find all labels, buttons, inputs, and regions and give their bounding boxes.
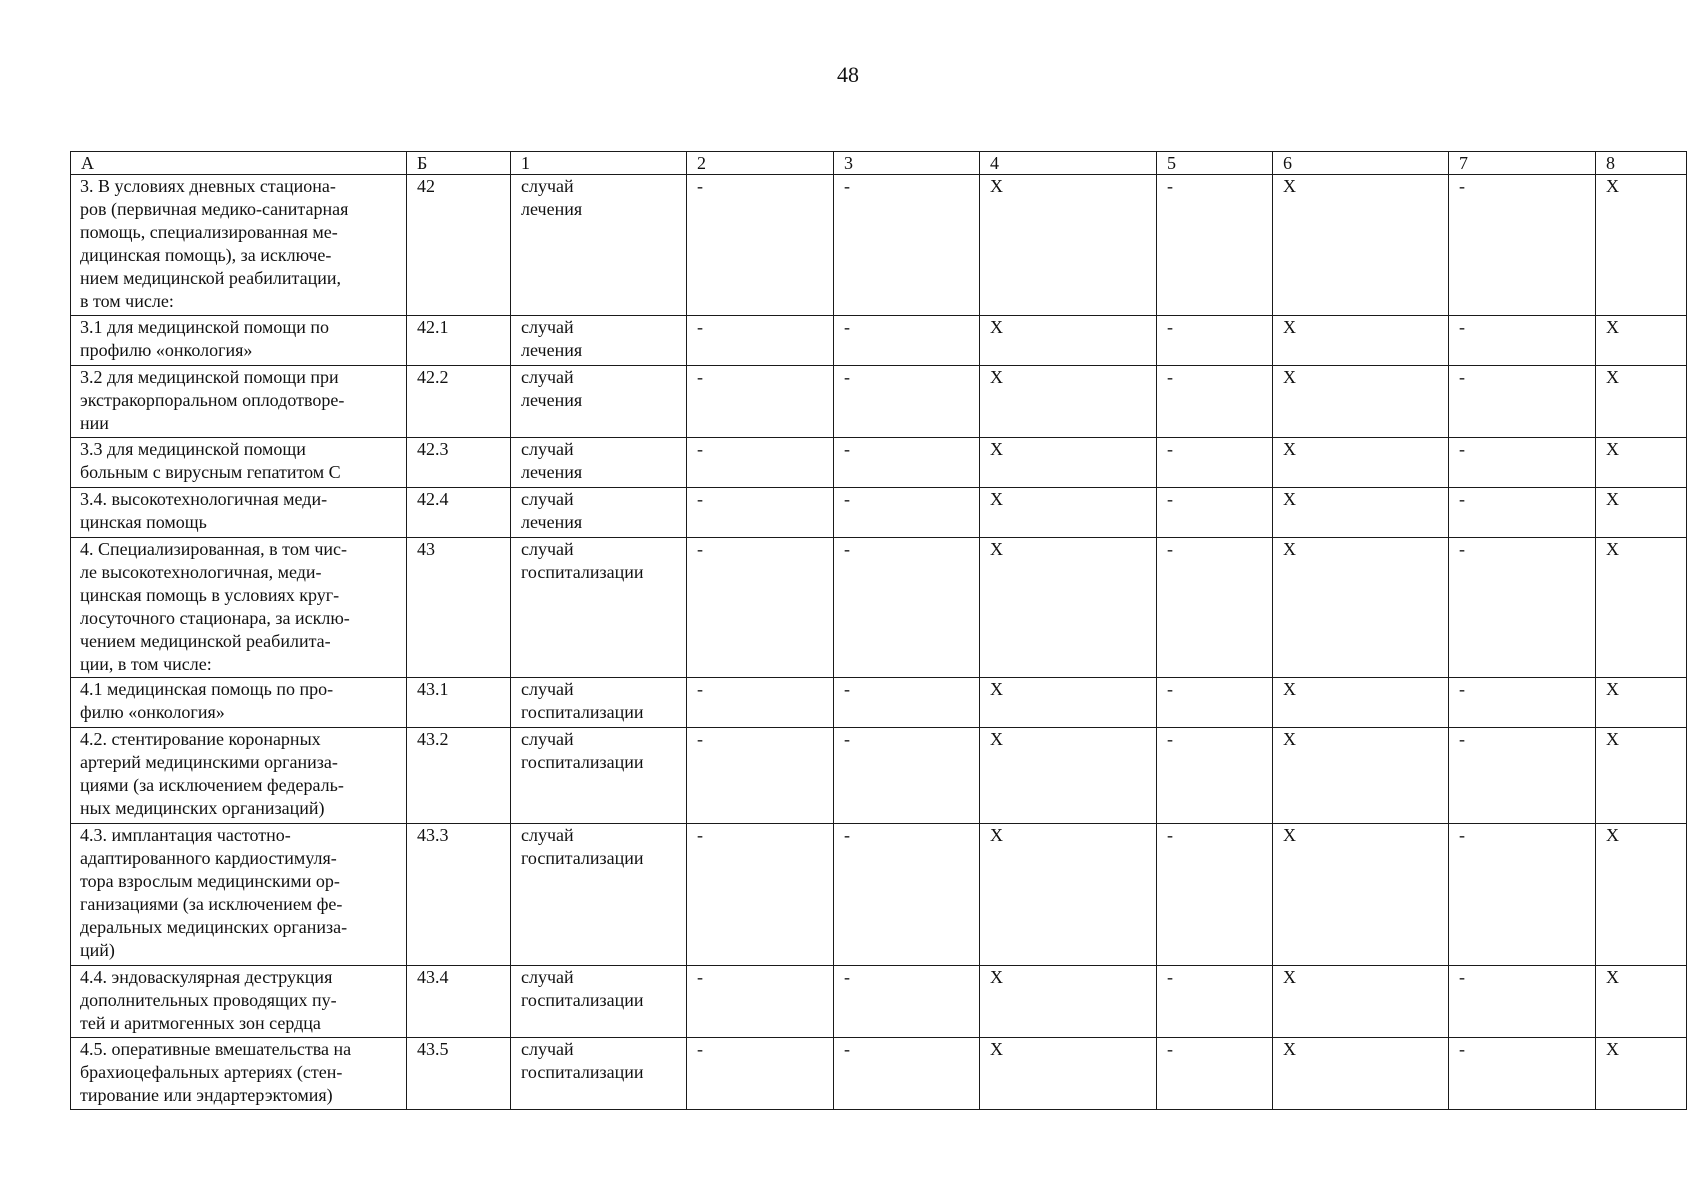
row-unit-cell: случай госпитализации bbox=[511, 824, 687, 966]
page-number: 48 bbox=[837, 62, 859, 87]
value-cell-8: Х bbox=[1596, 366, 1687, 438]
row-name-cell: 3.3 для медицинской помощи больным с вирусным гепатитом С bbox=[71, 438, 407, 488]
value-cell-6: Х bbox=[1273, 728, 1449, 824]
value-cell-3: - bbox=[834, 966, 980, 1038]
value-cell-5: - bbox=[1157, 728, 1273, 824]
value-cell-6: Х bbox=[1273, 824, 1449, 966]
row-name-cell: 3.2 для медицинской помощи при экстракорпоральном оплодотворе- нии bbox=[71, 366, 407, 438]
row-name-cell: 3.1 для медицинской помощи по профилю «онкология» bbox=[71, 316, 407, 366]
row-unit-cell: случай лечения bbox=[511, 316, 687, 366]
value-cell-6: Х bbox=[1273, 1038, 1449, 1110]
row-name-cell: 4.2. стентирование коронарных артерий медицинскими организа- циями (за исключением федераль- ных медицинских организаций) bbox=[71, 728, 407, 824]
table-header-row bbox=[71, 152, 1687, 175]
value-cell-7: - bbox=[1449, 438, 1596, 488]
row-code-cell: 43.4 bbox=[407, 966, 511, 1038]
value-cell-8: Х bbox=[1596, 488, 1687, 538]
value-cell-5: - bbox=[1157, 316, 1273, 366]
value-cell-6: Х bbox=[1273, 538, 1449, 678]
header-cell: 8 bbox=[1596, 152, 1687, 175]
value-cell-4: Х bbox=[980, 488, 1157, 538]
value-cell-4: Х bbox=[980, 366, 1157, 438]
value-cell-8: Х bbox=[1596, 966, 1687, 1038]
value-cell-2: - bbox=[687, 538, 834, 678]
value-cell-8: Х bbox=[1596, 175, 1687, 316]
value-cell-3: - bbox=[834, 678, 980, 728]
header-cell: 7 bbox=[1449, 152, 1596, 175]
value-cell-3: - bbox=[834, 366, 980, 438]
row-name-cell: 4. Специализированная, в том чис- ле высокотехнологичная, меди- цинская помощь в условиях круг- лосуточного стационара, за исклю- чением медицинской реабилита- ции, в том числе: bbox=[71, 538, 407, 678]
table-row bbox=[71, 175, 1687, 316]
indicator-table bbox=[70, 151, 1687, 1110]
value-cell-3: - bbox=[834, 1038, 980, 1110]
row-code-cell: 43.1 bbox=[407, 678, 511, 728]
row-unit-cell: случай госпитализации bbox=[511, 678, 687, 728]
value-cell-2: - bbox=[687, 175, 834, 316]
row-name-cell: 4.4. эндоваскулярная деструкция дополнительных проводящих пу- тей и аритмогенных зон сердца bbox=[71, 966, 407, 1038]
value-cell-6: Х bbox=[1273, 316, 1449, 366]
header-cell: 2 bbox=[687, 152, 834, 175]
table-row bbox=[71, 1038, 1687, 1110]
value-cell-6: Х bbox=[1273, 366, 1449, 438]
row-unit-cell: случай лечения bbox=[511, 488, 687, 538]
value-cell-2: - bbox=[687, 966, 834, 1038]
row-unit-cell: случай лечения bbox=[511, 175, 687, 316]
row-name-cell: 4.3. имплантация частотно- адаптированного кардиостимуля- тора взрослым медицинскими ор- ганизациями (за исключением фе- деральных медицинских организа- ций) bbox=[71, 824, 407, 966]
row-unit-cell: случай госпитализации bbox=[511, 728, 687, 824]
value-cell-4: Х bbox=[980, 678, 1157, 728]
header-cell: 3 bbox=[834, 152, 980, 175]
header-cell: 1 bbox=[511, 152, 687, 175]
value-cell-4: Х bbox=[980, 538, 1157, 678]
value-cell-8: Х bbox=[1596, 678, 1687, 728]
value-cell-6: Х bbox=[1273, 488, 1449, 538]
value-cell-7: - bbox=[1449, 678, 1596, 728]
value-cell-3: - bbox=[834, 728, 980, 824]
row-code-cell: 43.3 bbox=[407, 824, 511, 966]
table-row bbox=[71, 538, 1687, 678]
row-unit-cell: случай лечения bbox=[511, 438, 687, 488]
row-code-cell: 43.5 bbox=[407, 1038, 511, 1110]
value-cell-5: - bbox=[1157, 366, 1273, 438]
header-cell: 6 bbox=[1273, 152, 1449, 175]
value-cell-4: Х bbox=[980, 966, 1157, 1038]
value-cell-2: - bbox=[687, 316, 834, 366]
value-cell-5: - bbox=[1157, 175, 1273, 316]
value-cell-5: - bbox=[1157, 1038, 1273, 1110]
value-cell-8: Х bbox=[1596, 316, 1687, 366]
value-cell-2: - bbox=[687, 1038, 834, 1110]
value-cell-6: Х bbox=[1273, 438, 1449, 488]
table-row bbox=[71, 316, 1687, 366]
value-cell-7: - bbox=[1449, 538, 1596, 678]
table-row bbox=[71, 438, 1687, 488]
value-cell-8: Х bbox=[1596, 728, 1687, 824]
row-code-cell: 42.3 bbox=[407, 438, 511, 488]
value-cell-3: - bbox=[834, 316, 980, 366]
value-cell-5: - bbox=[1157, 824, 1273, 966]
header-cell: 4 bbox=[980, 152, 1157, 175]
value-cell-3: - bbox=[834, 488, 980, 538]
value-cell-6: Х bbox=[1273, 966, 1449, 1038]
value-cell-8: Х bbox=[1596, 538, 1687, 678]
header-cell: 5 bbox=[1157, 152, 1273, 175]
value-cell-3: - bbox=[834, 175, 980, 316]
table-row bbox=[71, 966, 1687, 1038]
value-cell-7: - bbox=[1449, 316, 1596, 366]
value-cell-7: - bbox=[1449, 728, 1596, 824]
value-cell-7: - bbox=[1449, 966, 1596, 1038]
table-row bbox=[71, 678, 1687, 728]
value-cell-2: - bbox=[687, 824, 834, 966]
value-cell-3: - bbox=[834, 538, 980, 678]
row-unit-cell: случай лечения bbox=[511, 366, 687, 438]
value-cell-2: - bbox=[687, 678, 834, 728]
header-cell: Б bbox=[407, 152, 511, 175]
value-cell-4: Х bbox=[980, 728, 1157, 824]
row-name-cell: 3. В условиях дневных стациона- ров (первичная медико-санитарная помощь, специализированная ме- дицинская помощь), за исключе- нием медицинской реабилитации, в том числе: bbox=[71, 175, 407, 316]
value-cell-6: Х bbox=[1273, 678, 1449, 728]
value-cell-5: - bbox=[1157, 966, 1273, 1038]
row-name-cell: 4.5. оперативные вмешательства на брахиоцефальных артериях (стен- тирование или эндартерэктомия) bbox=[71, 1038, 407, 1110]
value-cell-5: - bbox=[1157, 538, 1273, 678]
value-cell-7: - bbox=[1449, 824, 1596, 966]
table-row bbox=[71, 824, 1687, 966]
row-code-cell: 43 bbox=[407, 538, 511, 678]
header-cell: А bbox=[71, 152, 407, 175]
row-code-cell: 42.1 bbox=[407, 316, 511, 366]
row-name-cell: 3.4. высокотехнологичная меди- цинская помощь bbox=[71, 488, 407, 538]
value-cell-3: - bbox=[834, 824, 980, 966]
value-cell-7: - bbox=[1449, 488, 1596, 538]
table-row bbox=[71, 366, 1687, 438]
row-unit-cell: случай госпитализации bbox=[511, 538, 687, 678]
row-code-cell: 43.2 bbox=[407, 728, 511, 824]
value-cell-2: - bbox=[687, 728, 834, 824]
row-code-cell: 42 bbox=[407, 175, 511, 316]
value-cell-2: - bbox=[687, 366, 834, 438]
value-cell-8: Х bbox=[1596, 824, 1687, 966]
row-name-cell: 4.1 медицинская помощь по про- филю «онкология» bbox=[71, 678, 407, 728]
value-cell-5: - bbox=[1157, 678, 1273, 728]
row-unit-cell: случай госпитализации bbox=[511, 966, 687, 1038]
value-cell-5: - bbox=[1157, 488, 1273, 538]
row-code-cell: 42.4 bbox=[407, 488, 511, 538]
value-cell-4: Х bbox=[980, 1038, 1157, 1110]
value-cell-5: - bbox=[1157, 438, 1273, 488]
value-cell-7: - bbox=[1449, 366, 1596, 438]
value-cell-4: Х bbox=[980, 175, 1157, 316]
value-cell-8: Х bbox=[1596, 438, 1687, 488]
value-cell-8: Х bbox=[1596, 1038, 1687, 1110]
value-cell-4: Х bbox=[980, 316, 1157, 366]
value-cell-4: Х bbox=[980, 438, 1157, 488]
value-cell-2: - bbox=[687, 438, 834, 488]
value-cell-4: Х bbox=[980, 824, 1157, 966]
value-cell-7: - bbox=[1449, 1038, 1596, 1110]
row-code-cell: 42.2 bbox=[407, 366, 511, 438]
value-cell-3: - bbox=[834, 438, 980, 488]
value-cell-7: - bbox=[1449, 175, 1596, 316]
value-cell-2: - bbox=[687, 488, 834, 538]
table-row bbox=[71, 728, 1687, 824]
value-cell-6: Х bbox=[1273, 175, 1449, 316]
row-unit-cell: случай госпитализации bbox=[511, 1038, 687, 1110]
table-body bbox=[71, 175, 1687, 1110]
table-row bbox=[71, 488, 1687, 538]
